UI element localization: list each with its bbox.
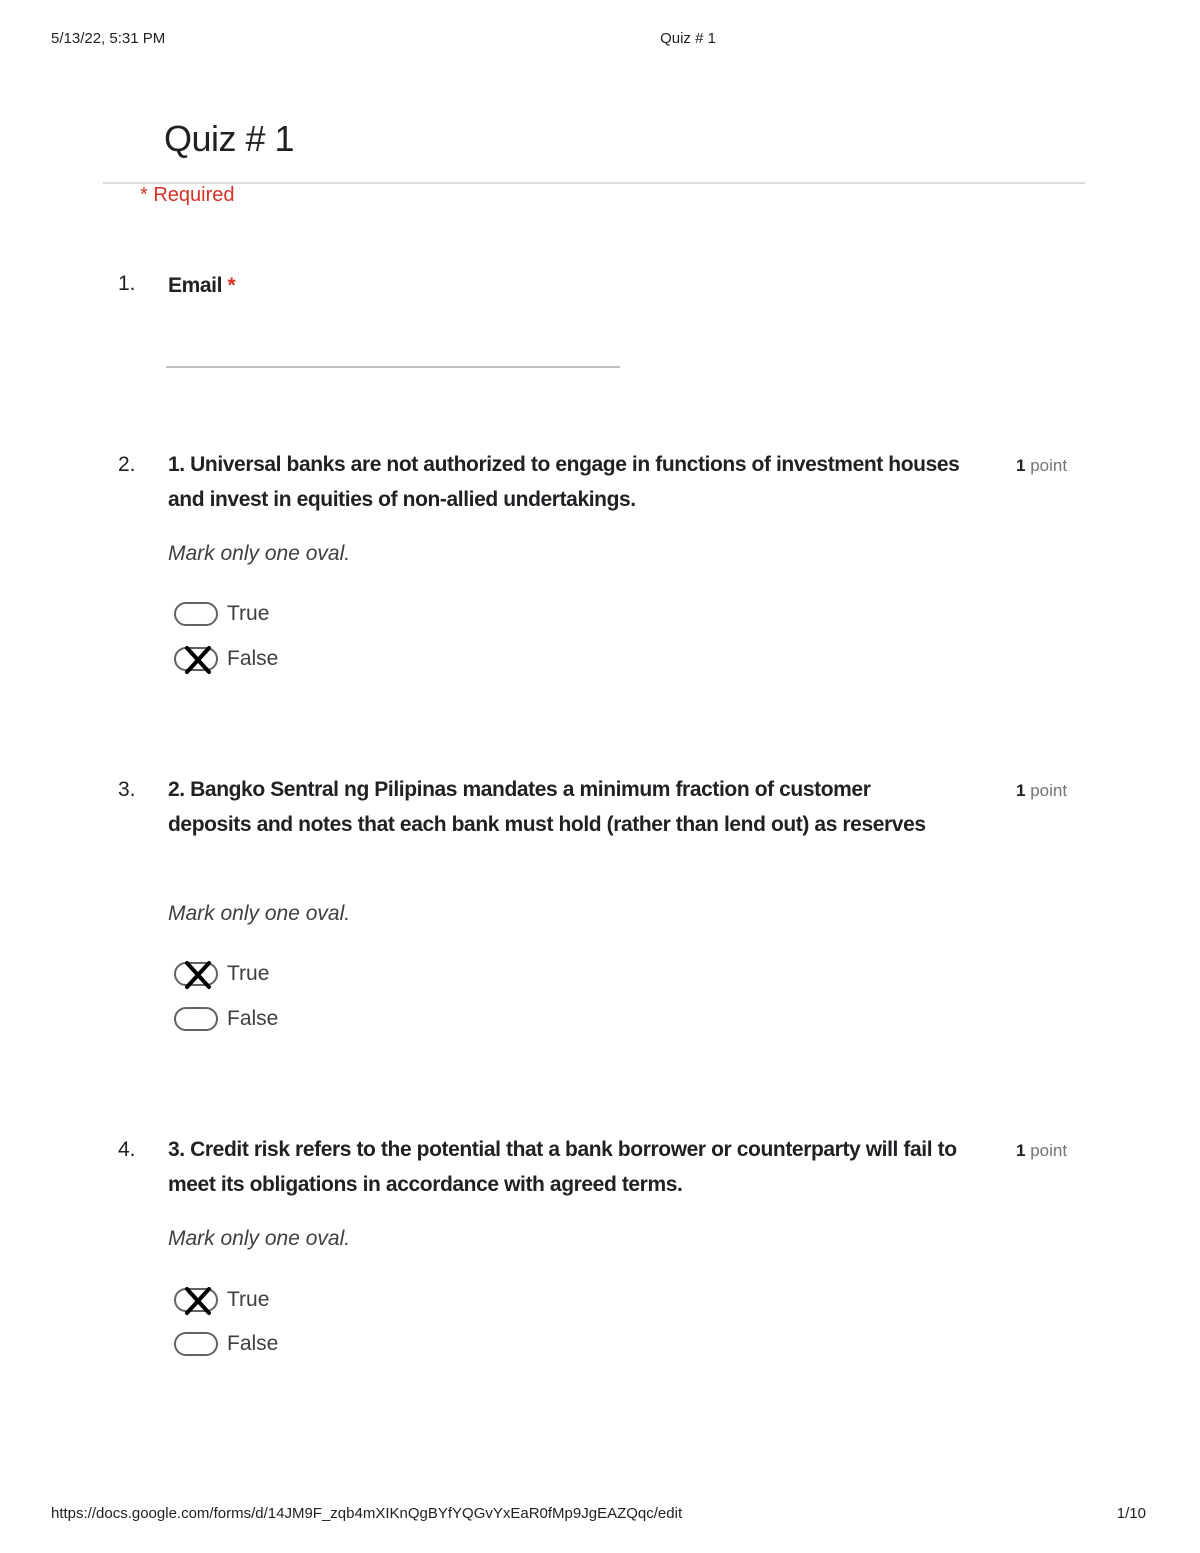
option-label: True bbox=[227, 962, 270, 985]
radio-oval[interactable] bbox=[174, 602, 218, 626]
question-text: 1. Universal banks are not authorized to engage in functions of investment houses and invest in equities of non-allied undertakings. bbox=[168, 453, 960, 511]
points-value: 1 bbox=[1016, 456, 1026, 475]
question-points bbox=[1016, 781, 1067, 801]
points-unit: point bbox=[1030, 456, 1068, 475]
title-divider bbox=[103, 182, 1085, 184]
radio-oval[interactable] bbox=[174, 1332, 218, 1356]
page-number: 1/10 bbox=[1116, 1505, 1146, 1522]
x-mark-icon bbox=[183, 1286, 213, 1316]
question-hint: Mark only one oval. bbox=[168, 1227, 351, 1250]
option-true[interactable] bbox=[174, 959, 269, 989]
question-number: 2. bbox=[118, 453, 136, 476]
question-text: 2. Bangko Sentral ng Pilipinas mandates a minimum fraction of customer deposits and notes that each bank must hold (rather than lend out) as reserves bbox=[168, 778, 926, 836]
option-label: True bbox=[227, 1288, 270, 1311]
question-text bbox=[168, 268, 998, 303]
print-url: https://docs.google.com/forms/d/14JM9F_zqb4mXIKnQgBYfYQGvYxEaR0fMp9JgEAZQqc/edit bbox=[51, 1505, 683, 1522]
option-true[interactable] bbox=[174, 1285, 269, 1315]
radio-oval-checked[interactable] bbox=[174, 647, 218, 671]
question-label: Email bbox=[168, 274, 223, 297]
points-unit: point bbox=[1030, 781, 1068, 800]
email-input[interactable] bbox=[166, 366, 620, 368]
option-label: False bbox=[227, 1332, 279, 1355]
form-title: Quiz # 1 bbox=[164, 118, 295, 159]
question-number: 3. bbox=[118, 778, 136, 801]
option-label: False bbox=[227, 647, 279, 670]
points-unit: point bbox=[1030, 1141, 1068, 1160]
radio-oval-checked[interactable] bbox=[174, 1288, 218, 1312]
option-label: True bbox=[227, 602, 270, 625]
points-value: 1 bbox=[1016, 1141, 1026, 1160]
option-false[interactable] bbox=[174, 1004, 278, 1034]
print-page-title: Quiz # 1 bbox=[660, 30, 716, 47]
question-number: 4. bbox=[118, 1138, 136, 1161]
option-true[interactable] bbox=[174, 599, 269, 629]
option-false[interactable] bbox=[174, 644, 278, 674]
required-note: * Required bbox=[140, 184, 235, 206]
question-points bbox=[1016, 456, 1067, 476]
option-false[interactable] bbox=[174, 1329, 278, 1359]
question-points bbox=[1016, 1141, 1067, 1161]
option-label: False bbox=[227, 1007, 279, 1030]
points-value: 1 bbox=[1016, 781, 1026, 800]
print-datetime: 5/13/22, 5:31 PM bbox=[51, 30, 166, 47]
x-mark-icon bbox=[183, 960, 213, 990]
radio-oval-checked[interactable] bbox=[174, 962, 218, 986]
question-hint: Mark only one oval. bbox=[168, 542, 351, 565]
question-text: 3. Credit risk refers to the potential that a bank borrower or counterparty will fail to meet its obligations in accordance with agreed terms. bbox=[168, 1138, 957, 1196]
question-number: 1. bbox=[118, 272, 136, 295]
question-hint: Mark only one oval. bbox=[168, 902, 351, 925]
x-mark-icon bbox=[183, 645, 213, 675]
required-asterisk: * bbox=[227, 274, 236, 297]
radio-oval[interactable] bbox=[174, 1007, 218, 1031]
